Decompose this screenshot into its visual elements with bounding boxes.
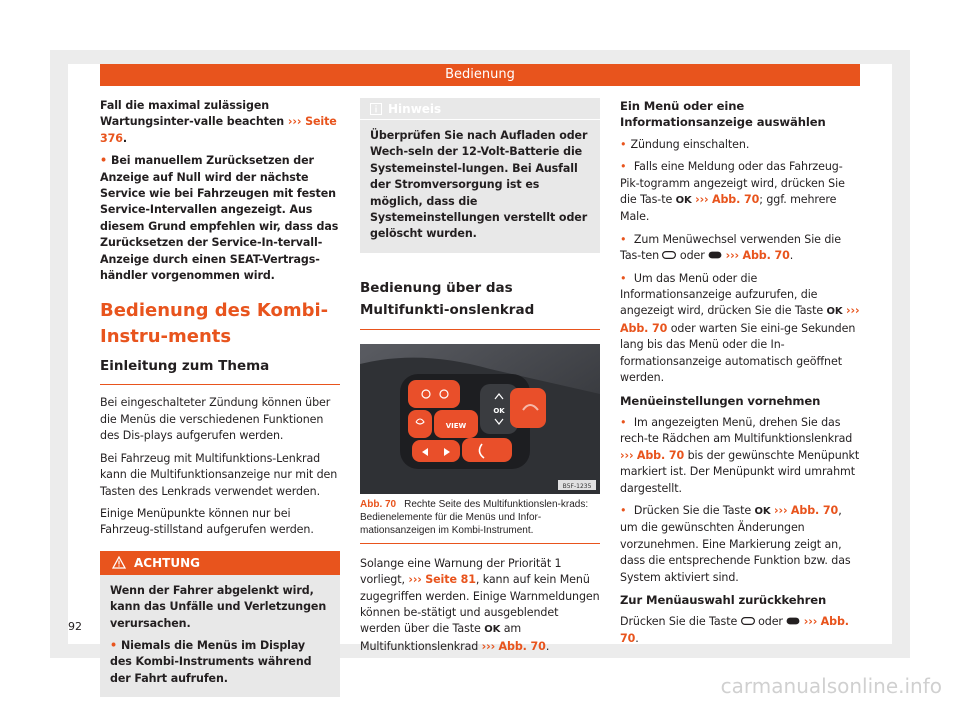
note-text: Überprüfen Sie nach Aufladen oder Wech-seln der 12-Volt-Batterie die Systemeinstel-lungen. Bei Ausfall der Stromversorgung ist es möglich, dass die Systemeinstellungen verstellt oder gelöscht wurden. xyxy=(370,129,588,241)
ref-arrow: ››› xyxy=(695,193,709,207)
figure-ref-link[interactable]: Abb. 70 xyxy=(711,193,760,207)
right-menu-key-icon xyxy=(786,617,800,625)
warning-text: Wenn der Fahrer abgelenkt wird, kann das Unfälle und Verletzungen verursachen. xyxy=(110,583,327,630)
page-ref-link[interactable]: Seite 81 xyxy=(425,573,476,587)
figure-ref-link[interactable]: Abb. 70 xyxy=(498,639,546,653)
text-part: Drücken Sie die Taste xyxy=(633,503,752,517)
page-ref-link[interactable]: Seite 376 xyxy=(100,115,337,145)
caption-text: Rechte Seite des Multifunktionslen-krads: Bedienelemente für die Menüs und Infor-mationsanzeigen im Kombi-Instrument. xyxy=(360,498,589,536)
page-header: Bedienung xyxy=(100,64,860,86)
watermark: carmanualsonline.info xyxy=(720,674,942,698)
figure-ref-link[interactable]: Abb. 70 xyxy=(636,448,685,462)
ref-arrow: ››› xyxy=(408,573,422,587)
figure-caption xyxy=(360,498,600,544)
ref-arrow: ››› xyxy=(725,249,740,263)
select-menu-heading: Ein Menü oder eine Informationsanzeige auswählen xyxy=(620,99,826,130)
ok-key-icon: OK xyxy=(754,505,771,517)
warning-triangle-icon xyxy=(112,556,126,569)
ok-button-label: OK xyxy=(493,406,505,415)
text-part: , kann auf kein Menü zugegriffen werden. Einige Warnmeldungen können be-stätigt und ausgeblendet werden über die Taste xyxy=(360,573,600,636)
column-middle xyxy=(360,98,600,661)
note-box xyxy=(360,98,600,253)
warning-header xyxy=(100,551,340,575)
text-part: Im angezeigten Menü, drehen Sie das rech-te Rädchen am Multifunktionslenkrad xyxy=(620,415,853,446)
ref-arrow: ››› xyxy=(620,448,634,462)
maintenance-note xyxy=(100,98,340,147)
warning-title: ACHTUNG xyxy=(134,555,200,570)
column-left xyxy=(100,98,340,697)
ref-arrow: ››› xyxy=(287,115,302,129)
step-confirm xyxy=(620,503,860,586)
figure-ref-link[interactable]: Abb. 70 xyxy=(790,503,839,517)
ref-arrow: ››› xyxy=(846,304,860,318)
text-part: Solange eine Warnung der Priorität 1 vorliegt, xyxy=(360,556,562,587)
right-menu-key-icon xyxy=(708,251,722,259)
reset-bullet: • Bei manuellem Zurücksetzen der Anzeige auf Null wird der nächste Service wie bei Fahrzeugen mit festen Service-Intervallen angezeigt. Aus diesem Grund empfehlen wir, dass das Zurücksetzen der Service-In-tervall-Anzeige durch einen SEAT-Vertrags-händler vorgenommen wird. xyxy=(100,153,340,284)
step-change-menu xyxy=(620,232,860,265)
info-icon xyxy=(370,103,382,115)
punct: . xyxy=(789,249,794,263)
punct: . xyxy=(545,639,550,653)
figure-ref-link[interactable]: Abb. 70 xyxy=(620,321,668,335)
text-part: oder xyxy=(679,249,705,263)
step-open-menu xyxy=(620,271,860,387)
text-part: oder xyxy=(758,615,783,629)
step-ignition: • Zündung einschalten. xyxy=(620,137,860,153)
text-part: oder warten Sie eini-ge Sekunden lang bis das Menü oder die In-formationsanzeige automatisch geöffnet werden. xyxy=(620,321,856,385)
ok-key-icon: OK xyxy=(675,195,692,207)
warning-bullet: • Niemals die Menüs im Display des Kombi-Instruments während der Fahrt aufrufen. xyxy=(110,638,330,687)
figure-ref-link[interactable]: Abb. 70 xyxy=(742,249,790,263)
view-button-label: VIEW xyxy=(445,421,467,430)
column-right xyxy=(620,98,860,653)
ref-arrow: ››› xyxy=(481,639,496,653)
priority-paragraph xyxy=(360,556,600,655)
settings-heading: Menüeinstellungen vornehmen xyxy=(620,393,821,408)
paragraph: Bei Fahrzeug mit Multifunktions-Lenkrad kann die Multifunktionsanzeige nur mit den Tasten des Lenkrads verwendet werden. xyxy=(100,451,338,498)
ref-arrow: ››› xyxy=(774,503,788,517)
text-part: am Multifunktionslenkrad xyxy=(360,622,522,653)
text-part: Um das Menü oder die Informationsanzeige aufzurufen, die angezeigt wird, drücken Sie die Taste xyxy=(620,271,824,318)
page-number: 92 xyxy=(68,620,82,633)
text-part: Falls eine Meldung oder das Fahrzeug-Pik-togramm angezeigt wird, drücken Sie die Tas-te xyxy=(620,160,845,207)
text-part: bis der gewünschte Menüpunkt markiert ist. Der Menüpunkt wird umrahmt dargestellt. xyxy=(620,448,860,495)
intro-heading: Einleitung zum Thema xyxy=(100,356,340,385)
ok-key-icon: OK xyxy=(484,624,501,636)
ref-arrow: ››› xyxy=(803,615,818,629)
figure-ref-link[interactable]: Abb. 70 xyxy=(620,615,849,645)
figure-label: Abb. 70 xyxy=(360,498,397,510)
paragraph: Einige Menüpunkte können nur bei Fahrzeug-stillstand aufgerufen werden. xyxy=(100,506,314,537)
left-menu-key-icon xyxy=(662,251,676,259)
steering-wheel-photo xyxy=(360,344,600,494)
return-paragraph xyxy=(620,614,860,647)
return-heading: Zur Menüauswahl zurückkehren xyxy=(620,592,827,607)
warning-box xyxy=(100,551,340,697)
chapter-heading: Bedienung des Kombi-Instru-ments xyxy=(100,300,329,348)
figure-code: B5F-1235 xyxy=(562,482,592,490)
text-part: , um die gewünschten Änderungen vorzunehmen. Eine Markierung zeigt an, dass die entsprechende Funktion bzw. das System aktiviert sind. xyxy=(620,503,851,584)
text-part: Zum Menüwechsel verwenden Sie die Tas-ten xyxy=(620,232,841,263)
note-header xyxy=(360,98,600,120)
steering-wheel-illustration xyxy=(360,344,600,494)
paragraph: Bei eingeschalteter Zündung können über die Menüs die verschiedenen Funktionen des Dis-plays aufgerufen werden. xyxy=(100,396,331,443)
punct: . xyxy=(122,131,127,145)
punct: . xyxy=(635,631,639,645)
text-part: Drücken Sie die Taste xyxy=(620,615,738,629)
note-title: Hinweis xyxy=(388,101,442,116)
left-menu-key-icon xyxy=(741,617,755,625)
text-part: ; ggf. mehrere Male. xyxy=(620,193,837,224)
maintenance-text: Fall die maximal zulässigen Wartungsinter-valle beachten xyxy=(100,99,285,129)
step-turn-wheel xyxy=(620,415,860,497)
ok-key-icon: OK xyxy=(826,306,843,318)
step-press-ok xyxy=(620,159,860,226)
section-heading: Bedienung über das Multifunkti-onslenkrad xyxy=(360,277,600,330)
